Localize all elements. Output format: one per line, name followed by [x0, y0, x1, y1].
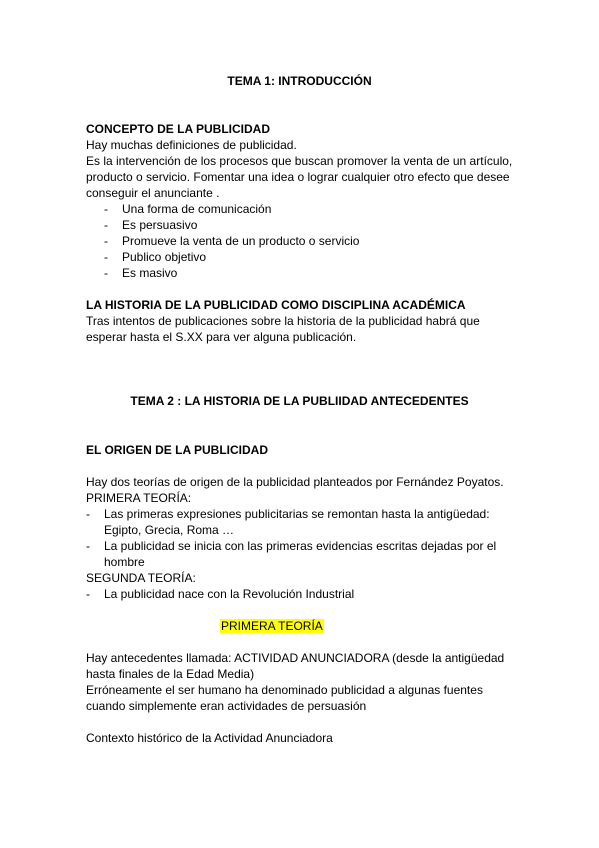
concepto-heading: CONCEPTO DE LA PUBLICIDAD: [86, 122, 271, 136]
list-item: Las primeras expresiones publicitarias se remontan hasta la antigüedad:: [104, 507, 490, 521]
bullet-dash: -: [86, 507, 90, 521]
concepto-paragraph-line: producto o servicio. Fomentar una idea o lograr cualquier otro efecto que desee: [86, 170, 510, 184]
concepto-paragraph-line: conseguir el anunciante .: [86, 186, 220, 200]
list-item: Es masivo: [122, 266, 178, 280]
bullet-dash: -: [86, 587, 90, 601]
list-item: Promueve la venta de un producto o servicio: [122, 234, 360, 248]
list-item: Es persuasivo: [122, 218, 198, 232]
origen-paragraph-line: Hay dos teorías de origen de la publicidad planteados por Fernández Poyatos.: [86, 475, 504, 489]
bullet-dash: -: [104, 218, 108, 232]
list-item: Publico objetivo: [122, 250, 207, 264]
bullet-dash: -: [86, 539, 90, 553]
primera-teoria-label: PRIMERA TEORÍA:: [86, 491, 192, 505]
primera-teoria-paragraph-line: cuando simplemente eran actividades de persuasión: [86, 699, 367, 713]
primera-teoria-paragraph-line: Hay antecedentes llamada: ACTIVIDAD ANUNCIADORA (desde la antigüedad: [86, 651, 505, 665]
primera-teoria-heading: [220, 618, 324, 634]
primera-teoria-paragraph-line: hasta finales de la Edad Media): [86, 667, 255, 681]
tema1-title: TEMA 1: INTRODUCCIÓN: [227, 74, 372, 88]
concepto-paragraph-line: Hay muchas definiciones de publicidad.: [86, 138, 297, 152]
list-item: Una forma de comunicación: [122, 202, 272, 216]
contexto-line: Contexto histórico de la Actividad Anunciadora: [86, 731, 333, 745]
historia-paragraph-line: Tras intentos de publicaciones sobre la historia de la publicidad habrá que: [86, 314, 480, 328]
bullet-dash: -: [104, 266, 108, 280]
origen-heading: EL ORIGEN DE LA PUBLICIDAD: [86, 443, 269, 457]
list-item: La publicidad se inicia con las primeras evidencias escritas dejadas por el: [104, 539, 497, 553]
bullet-dash: -: [104, 234, 108, 248]
list-item: La publicidad nace con la Revolución Industrial: [104, 587, 355, 601]
historia-paragraph-line: esperar hasta el S.XX para ver alguna publicación.: [86, 330, 357, 344]
historia-heading: LA HISTORIA DE LA PUBLICIDAD COMO DISCIPLINA ACADÉMICA: [86, 298, 466, 312]
list-item-continuation: hombre: [104, 555, 145, 569]
bullet-dash: -: [104, 250, 108, 264]
concepto-paragraph-line: Es la intervención de los procesos que buscan promover la venta de un artículo,: [86, 154, 513, 168]
highlighted-text: PRIMERA TEORÍA: [221, 619, 323, 633]
segunda-teoria-label: SEGUNDA TEORÍA:: [86, 571, 196, 585]
bullet-dash: -: [104, 202, 108, 216]
list-item-continuation: Egipto, Grecia, Roma …: [104, 523, 235, 537]
tema2-title: TEMA 2 : LA HISTORIA DE LA PUBLIIDAD ANTECEDENTES: [130, 394, 469, 408]
primera-teoria-paragraph-line: Erróneamente el ser humano ha denominado publicidad a algunas fuentes: [86, 683, 483, 697]
